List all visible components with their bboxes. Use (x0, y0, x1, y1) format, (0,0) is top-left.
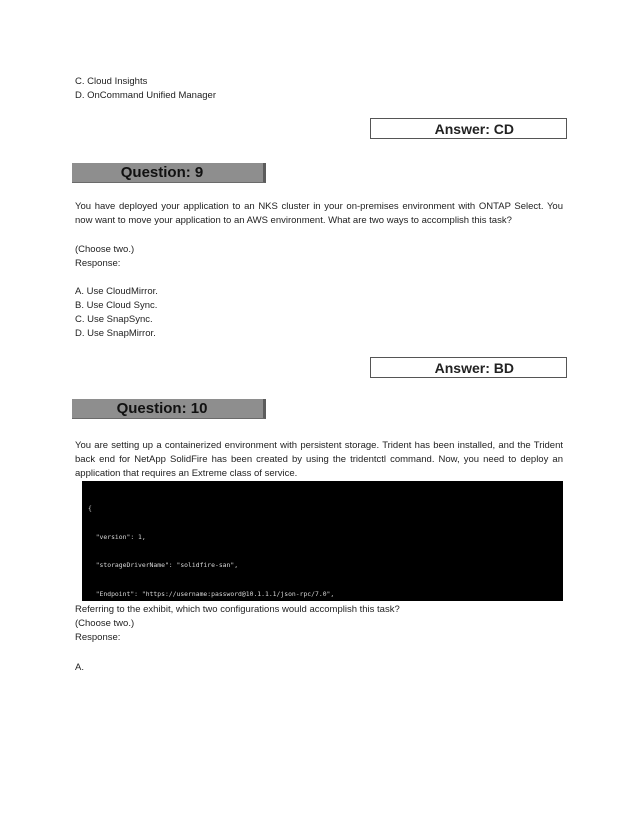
question-body: You have deployed your application to an NKS cluster in your on-premises environment with ONTAP Select. You now want to move your application to an AWS environment. What are two ways to accomplish this task? (75, 201, 563, 226)
option-b: B. Use Cloud Sync. (75, 300, 158, 311)
question-title: Question: 10 (116, 400, 208, 417)
code-line: "storageDriverName": "solidfire-san", (88, 561, 239, 569)
option-c: C. Use SnapSync. (75, 314, 153, 325)
question-prompt: Referring to the exhibit, which two configurations would accomplish this task? (75, 604, 400, 615)
option-d: D. OnCommand Unified Manager (75, 90, 216, 101)
exhibit-code-screenshot (82, 481, 563, 601)
option-a: A. Use CloudMirror. (75, 286, 158, 297)
answer-label: Answer: CD (434, 121, 514, 137)
code-line: { (88, 504, 92, 512)
answer-box (370, 118, 567, 139)
question-body: You are setting up a containerized environment with persistent storage. Trident has been installed, and the Trident back end for NetApp SolidFire has been created by using the tridentctl command. Now, you need to deploy an application that requires an Extreme class of service. (75, 440, 563, 479)
option-c: C. Cloud Insights (75, 76, 148, 87)
question-header-10 (72, 399, 266, 419)
choose-note: (Choose two.) (75, 244, 135, 255)
code-line: "Endpoint": "https://username:password@10.1.1.1/json-rpc/7.0", (88, 589, 335, 598)
answer-box (370, 357, 567, 378)
question-header-9 (72, 163, 266, 183)
code-line: "version": 1, (88, 532, 146, 541)
question-title: Question: 9 (120, 164, 204, 181)
answer-label: Answer: BD (434, 360, 514, 376)
option-a: A. (75, 662, 84, 673)
choose-note: (Choose two.) (75, 618, 135, 629)
response-label: Response: (75, 258, 121, 269)
option-d: D. Use SnapMirror. (75, 328, 156, 339)
response-label: Response: (75, 632, 121, 643)
